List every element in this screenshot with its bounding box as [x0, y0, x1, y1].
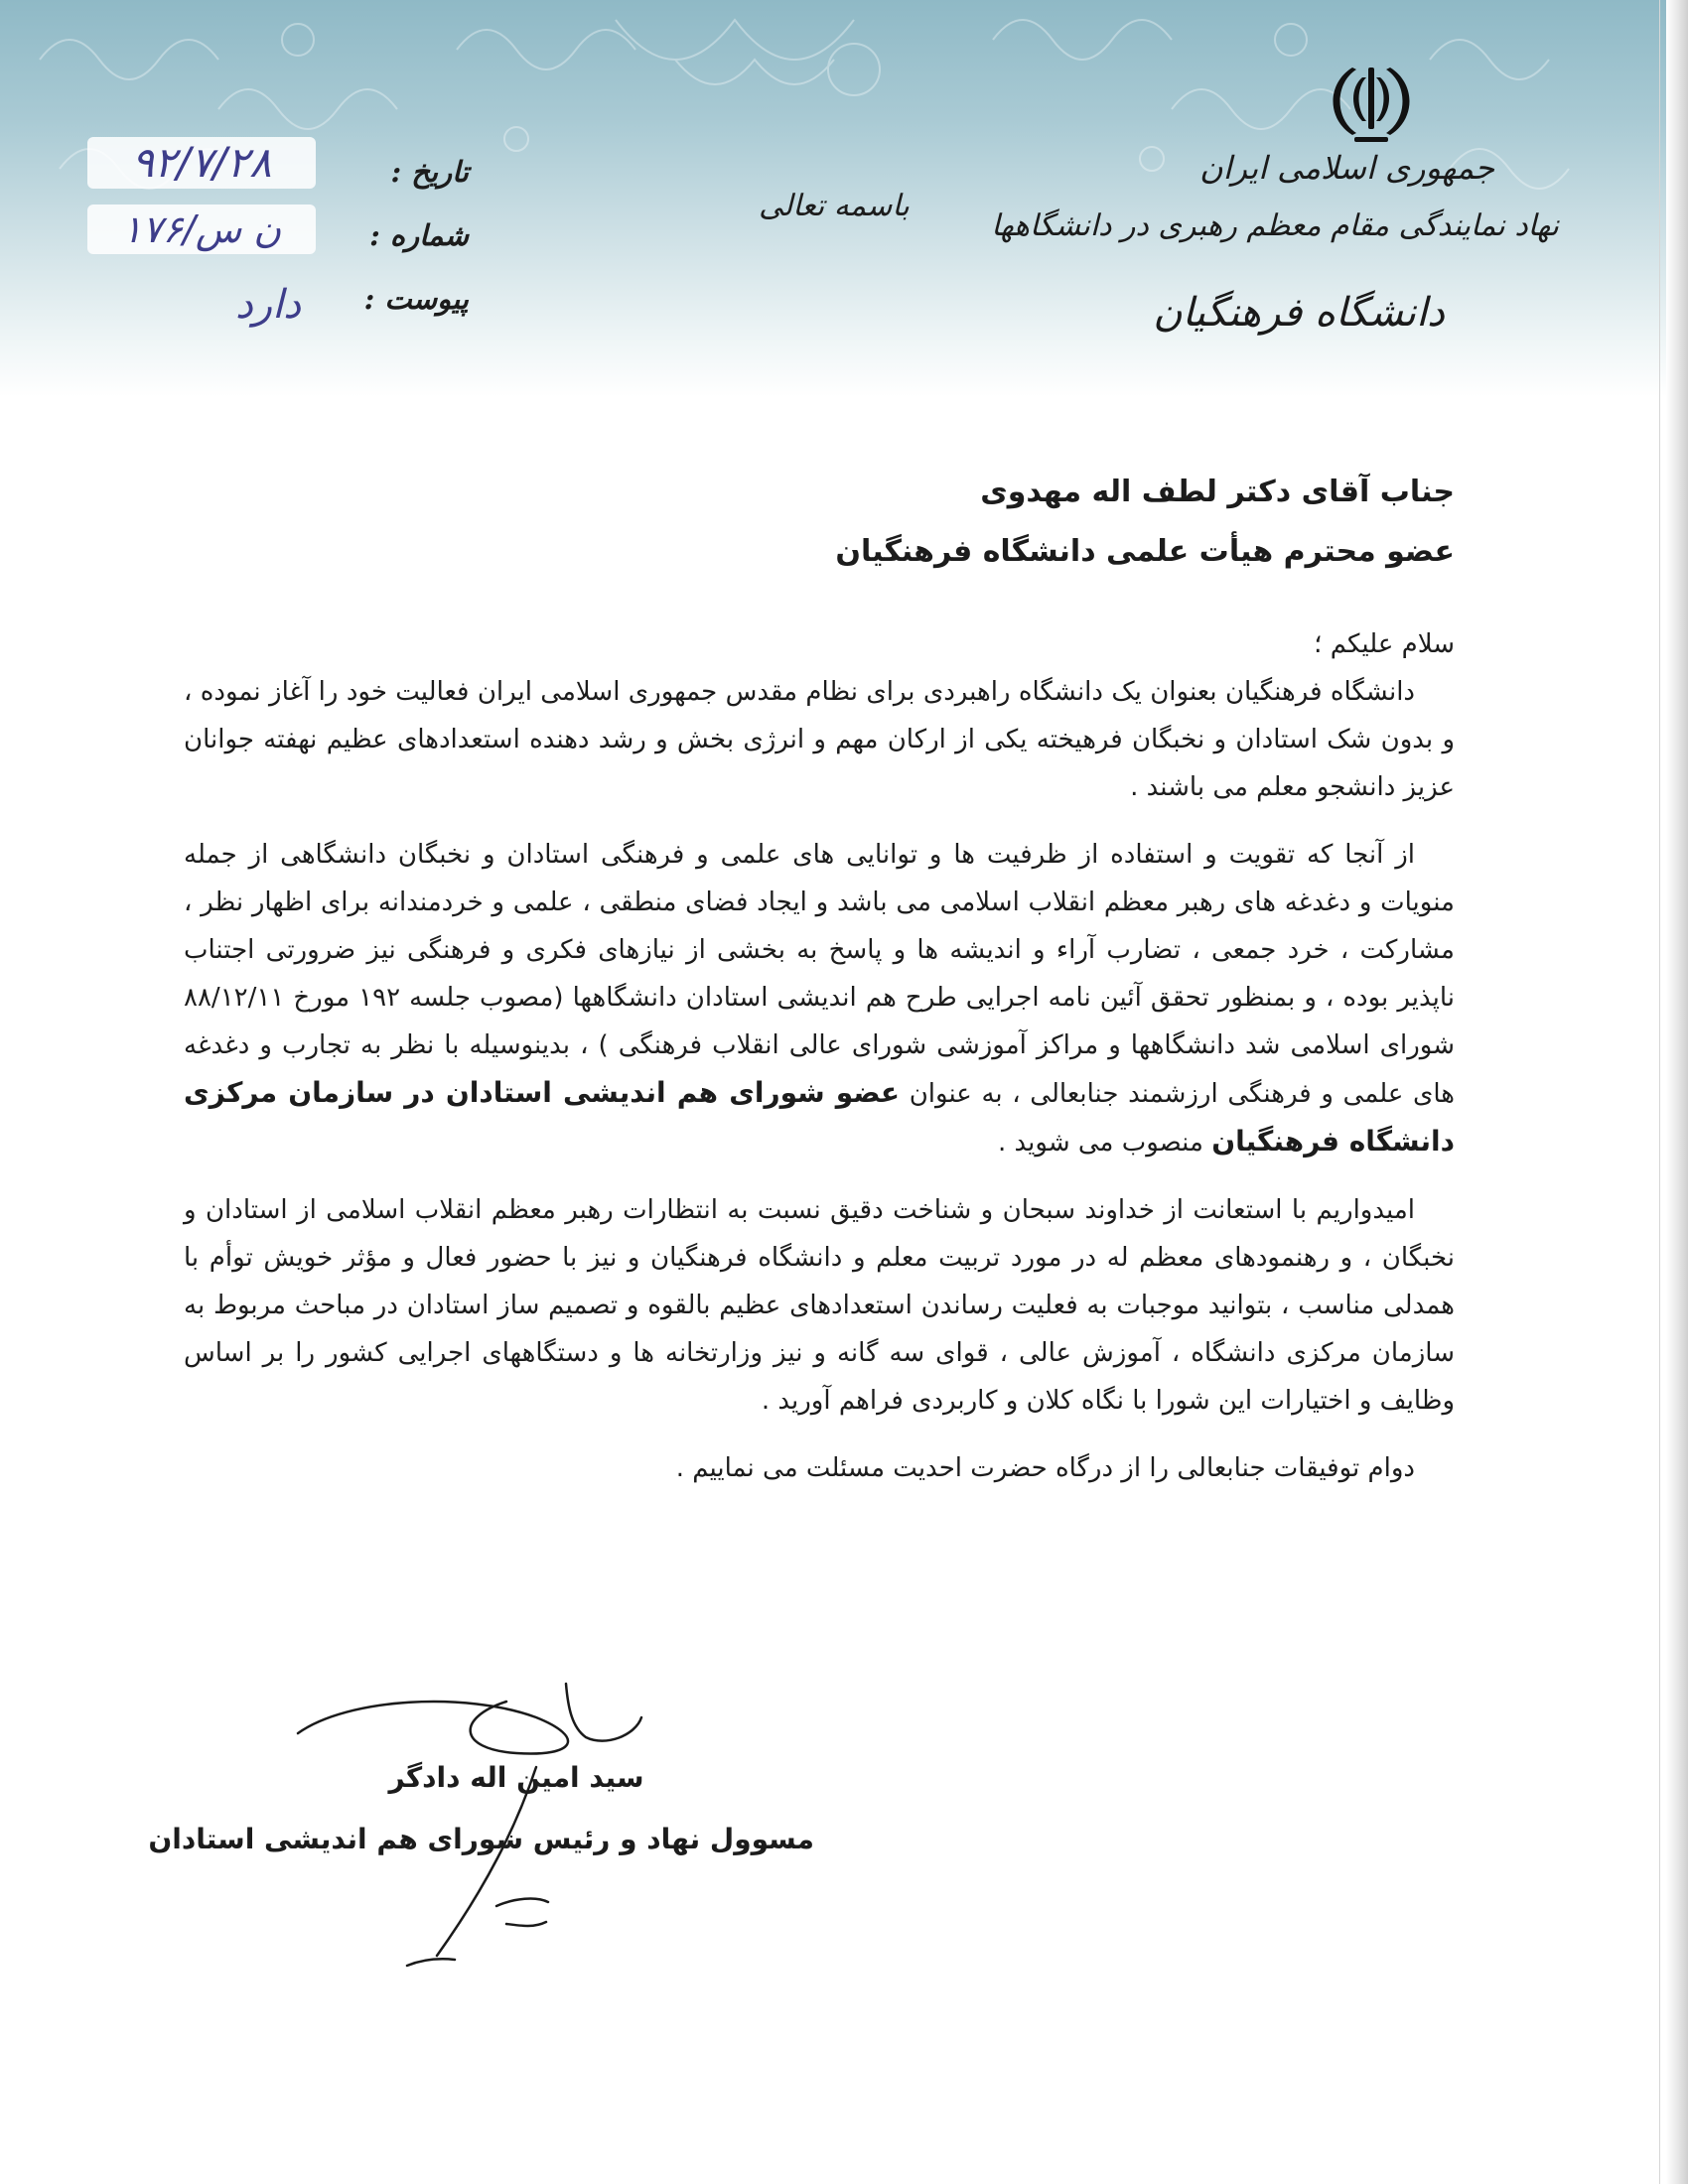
greeting: سلام علیکم ؛ — [1314, 629, 1455, 659]
basmala: باسمه تعالی — [759, 189, 910, 223]
date-label: تاریخ : — [390, 155, 469, 189]
paragraph-intro: دانشگاه فرهنگیان بعنوان یک دانشگاه راهبردی برای نظام مقدس جمهوری اسلامی ایران فعالیت خود را آغاز نموده ، و بدون شک استادان و نخبگان فرهیخته یکی از ارکان مهم و انرژی بخش و رشد دهنده استعدادهای عظیم نهفته جوانان عزیز دانشجو معلم می باشند . — [184, 677, 1455, 802]
number-value: ن س/۱۷۶ — [87, 205, 316, 254]
signer-title: مسوول نهاد و رئیس شورای هم اندیشی استادان — [148, 1823, 814, 1855]
recipient-position: عضو محترم هیأت علمی دانشگاه فرهنگیان — [835, 534, 1455, 569]
recipient-name: جناب آقای دکتر لطف اله مهدوی — [980, 475, 1455, 509]
paragraph-appointment-text: از آنجا که تقویت و استفاده از ظرفیت ها و توانایی های علمی و فرهنگی استادان و نخبگان دانشگاهی از جمله منویات و دغدغه های رهبر معظم انقلاب اسلامی می باشد و ایجاد فضای منطقی ، علمی و خردمندانه برای اظهار نظر ، مشارکت ، خرد جمعی ، تضارب آراء و اندیشه ها و پاسخ به بخشی از نیازهای فکری و فرهنگی نیز ضرورتی اجتناب ناپذیر بوده ، و بمنظور تحقق آئین نامه اجرایی طرح هم اندیشی استادان دانشگاهها (مصوب جلسه ۱۹۲ مورخ ۸۸/۱۲/۱۱ شورای اسلامی شد دانشگاهها و مراکز آموزشی شورای عالی انقلاب فرهنگی ) ، بدینوسیله با نظر به تجارب و دغدغه های علمی و فرهنگی ارزشمند جنابعالی ، به عنوان — [184, 840, 1455, 1109]
attachment-value: دارد — [234, 282, 302, 328]
page-edge-shadow — [1666, 0, 1688, 2184]
number-label: شماره : — [369, 218, 469, 252]
paragraph-appointment — [184, 831, 1455, 1166]
closing: دوام توفیقات جنابعالی را از درگاه حضرت احدیت مسئلت می نماییم . — [675, 1453, 1415, 1483]
attachment-label: پیوست : — [363, 282, 469, 316]
page-edge-line — [1659, 0, 1660, 2184]
signer-name: سید امین اله دادگر — [388, 1761, 644, 1794]
org-line-university: دانشگاه فرهنگیان — [1153, 290, 1445, 336]
letter-body — [184, 620, 1455, 1512]
date-value: ۹۲/۷/۲۸ — [87, 137, 316, 189]
org-line-republic: جمهوری اسلامی ایران — [1199, 149, 1494, 187]
paragraph-hopes: امیدواریم با استعانت از خداوند سبحان و شناخت دقیق نسبت به انتظارات رهبر معظم انقلاب اسلامی از استادان و نخبگان ، و رهنمودهای معظم له در مورد تربیت معلم و دانشگاه فرهنگیان و نیز با حضور فعال و مؤثر خویش توأم با همدلی مناسب ، بتوانید موجبات به فعلیت رساندن استعدادهای عظیم بالقوه و تصمیم ساز استادان در مباحث مربوط به سازمان مرکزی دانشگاه ، آموزش عالی ، قوای سه گانه و نیز وزارتخانه ها و دستگاههای اجرایی کشور را بر اساس وظایف و اختیارات این شورا با نگاه کلان و کاربردی فراهم آورید . — [184, 1195, 1455, 1416]
org-line-representation: نهاد نمایندگی مقام معظم رهبری در دانشگاهها — [991, 208, 1559, 243]
paragraph-appointment-end: منصوب می شوید . — [997, 1128, 1203, 1158]
appointment-role: عضو شورای هم اندیشی استادان در سازمان مرکزی دانشگاه فرهنگیان — [184, 1076, 1455, 1158]
iran-emblem-icon — [1327, 62, 1416, 151]
